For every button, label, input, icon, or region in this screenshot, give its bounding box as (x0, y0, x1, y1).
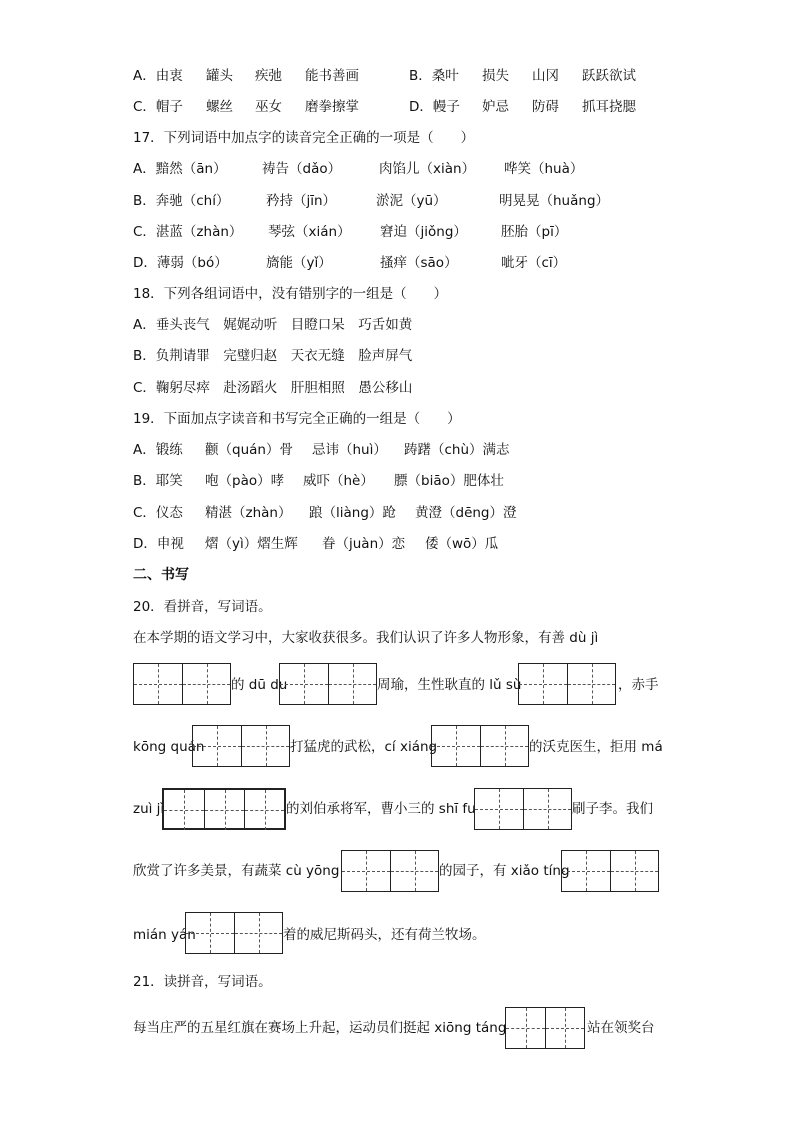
section-heading: 二、书写 (133, 567, 189, 583)
answer-grid-shi-fu[interactable] (474, 788, 572, 830)
q16-c-word-2: 螺丝 (206, 99, 233, 115)
grid-cell[interactable] (545, 1008, 584, 1048)
q19-c-4: 黄澄（dēng）澄 (415, 505, 517, 521)
grid-cell[interactable] (182, 664, 230, 704)
option-label: A．由衷 (133, 68, 183, 84)
q17-a-4: 哗笑（huà） (504, 161, 584, 177)
q17-c-4: 胚胎（pī） (501, 224, 568, 240)
answer-grid-cu-yong[interactable] (341, 850, 439, 892)
q20-row4-text-b: 的园子，有 xiǎo tíng (439, 863, 570, 879)
q16-d-word-4: 抓耳挠腮 (582, 99, 636, 115)
answer-grid-xiong-tang[interactable] (505, 1007, 585, 1049)
q19-a-1: A．锻练 (133, 442, 183, 458)
q17-b-3: 淤泥（yū） (376, 193, 447, 209)
answer-grid-du-ji[interactable] (133, 663, 231, 705)
q17-c-3: 窘迫（jiǒng） (380, 224, 467, 240)
q19-b-3: 威吓（hè） (303, 473, 374, 489)
q19-d-2: 熠（yì）熠生辉 (205, 536, 298, 552)
q17-b-2: 矜持（jīn） (266, 193, 337, 209)
q16-c-word-4: 磨拳擦掌 (305, 99, 359, 115)
grid-cell[interactable] (186, 913, 234, 953)
q16-a-word-3: 疾弛 (255, 68, 282, 84)
grid-cell[interactable] (562, 851, 610, 891)
grid-cell[interactable] (328, 664, 376, 704)
q21-row1-text-a: 每当庄严的五星红旗在赛场上升起，运动员们挺起 xiōng táng (133, 1020, 507, 1036)
q18-option-b: B．负荆请罪 完璧归赵 天衣无缝 脸声屏气 (133, 348, 413, 364)
q20-row5-text-a: mián yán (133, 927, 196, 943)
answer-grid-kong-quan[interactable] (192, 725, 290, 767)
q19-b-4: 膘（biāo）肥体壮 (394, 473, 504, 489)
q17-a-1: A．黯然（ān） (133, 161, 227, 177)
q20-row3-text-c: 刷子李。我们 (572, 801, 653, 817)
q16-a-word-4: 能书善画 (305, 68, 359, 84)
answer-grid-mian-yan[interactable] (185, 912, 283, 954)
q20-row1-text-b: 周瑜，生性耿直的 lǔ sù (377, 677, 522, 693)
q21-stem: 21．读拼音，写词语。 (133, 974, 272, 990)
grid-cell[interactable] (567, 664, 615, 704)
q19-c-3: 踉（liàng）跄 (309, 505, 396, 521)
q19-a-3: 忌讳（huì） (312, 442, 387, 458)
q16-option-b: B．桑叶 (409, 68, 459, 84)
q16-b-word-3: 山冈 (532, 68, 559, 84)
q16-b-word-2: 损失 (482, 68, 509, 84)
q19-a-2: 颧（quán）骨 (205, 442, 293, 458)
grid-cell[interactable] (475, 789, 523, 829)
q20-row1-text-a: 的 dū du (231, 677, 288, 693)
grid-cell[interactable] (342, 851, 390, 891)
q19-a-4: 踌躇（chù）满志 (404, 442, 510, 458)
q16-a-word-2: 罐头 (206, 68, 233, 84)
grid-cell[interactable] (244, 790, 284, 830)
q16-option-a (133, 67, 183, 85)
q18-stem: 18．下列各组词语中，没有错别字的一组是（ ） (133, 286, 448, 302)
q19-c-1: C．仪态 (133, 505, 183, 521)
answer-grid-xiao-ting[interactable] (561, 850, 659, 892)
q19-d-4: 倭（wō）瓜 (425, 536, 499, 552)
q18-option-a: A．垂头丧气 娓娓动听 目瞪口呆 巧舌如黄 (133, 317, 413, 333)
q17-stem: 17．下列词语中加点字的读音完全正确的一项是（ ） (133, 130, 475, 146)
grid-cell[interactable] (204, 790, 244, 830)
grid-cell[interactable] (134, 664, 182, 704)
q16-d-word-3: 防碍 (532, 99, 559, 115)
q16-option-c: C．帽子 (133, 99, 183, 115)
q20-stem: 20．看拼音，写词语。 (133, 599, 272, 615)
q20-row3-text-a: zuì jì (133, 801, 165, 817)
answer-grid-ma-zui-ji[interactable] (162, 788, 286, 830)
q17-d-4: 呲牙（cī） (501, 255, 567, 271)
q20-row2-text-a: kōng quán (133, 739, 205, 755)
answer-grid-du-du[interactable] (279, 663, 377, 705)
grid-cell[interactable] (480, 726, 528, 766)
q20-row3-text-b: 的刘伯承将军，曹小三的 shī fu (286, 801, 476, 817)
q19-d-3: 眷（juàn）恋 (322, 536, 406, 552)
q20-row2-text-c: 的沃克医生，拒用 má (529, 739, 663, 755)
q19-stem: 19．下面加点字读音和书写完全正确的一组是（ ） (133, 411, 461, 427)
grid-cell[interactable] (432, 726, 480, 766)
q17-c-1: C．湛蓝（zhàn） (133, 224, 243, 240)
answer-grid-ci-xiang[interactable] (431, 725, 529, 767)
q16-c-word-3: 巫女 (255, 99, 282, 115)
q17-d-2: 旖能（yǐ） (266, 255, 332, 271)
q18-option-c: C．鞠躬尽瘁 赴汤蹈火 肝胆相照 愚公移山 (133, 380, 413, 396)
q17-c-2: 琴弦（xián） (268, 224, 351, 240)
q20-intro: 在本学期的语文学习中，大家收获很多。我们认识了许多人物形象，有善 dù jì (133, 630, 599, 646)
grid-cell[interactable] (506, 1008, 545, 1048)
answer-grid-lu-su[interactable] (518, 663, 616, 705)
grid-cell[interactable] (390, 851, 438, 891)
grid-cell[interactable] (610, 851, 658, 891)
q17-d-3: 搔痒（sāo） (380, 255, 458, 271)
q17-b-1: B．奔驰（chí） (133, 193, 230, 209)
q19-b-1: B．耶笑 (133, 473, 183, 489)
q20-row5-text-b: 着的威尼斯码头，还有荷兰牧场。 (283, 927, 486, 943)
grid-cell[interactable] (523, 789, 571, 829)
q19-d-1: D．申视 (133, 536, 184, 552)
grid-cell[interactable] (193, 726, 241, 766)
q17-a-3: 肉馅儿（xiàn） (379, 161, 476, 177)
q20-row1-text-c: ，赤手 (618, 677, 659, 693)
q17-a-2: 祷告（dǎo） (262, 161, 342, 177)
q19-c-2: 精湛（zhàn） (205, 505, 292, 521)
q20-row4-text-a: 欣赏了许多美景，有蔬菜 cù yōng (133, 863, 340, 879)
grid-cell[interactable] (280, 664, 328, 704)
q19-b-2: 咆（pào）哮 (205, 473, 285, 489)
q21-row1-text-b: 站在领奖台 (587, 1020, 655, 1036)
q20-row2-text-b: 打猛虎的武松，cí xiáng (290, 739, 438, 755)
q17-b-4: 明晃晃（huǎng） (499, 193, 610, 209)
grid-cell[interactable] (234, 913, 282, 953)
q16-option-d: D．幔子 (409, 99, 460, 115)
q17-d-1: D．薄弱（bó） (133, 255, 228, 271)
grid-cell[interactable] (164, 790, 204, 830)
grid-cell[interactable] (519, 664, 567, 704)
q16-b-word-4: 跃跃欲试 (582, 68, 636, 84)
q16-d-word-2: 妒忌 (482, 99, 509, 115)
grid-cell[interactable] (241, 726, 289, 766)
